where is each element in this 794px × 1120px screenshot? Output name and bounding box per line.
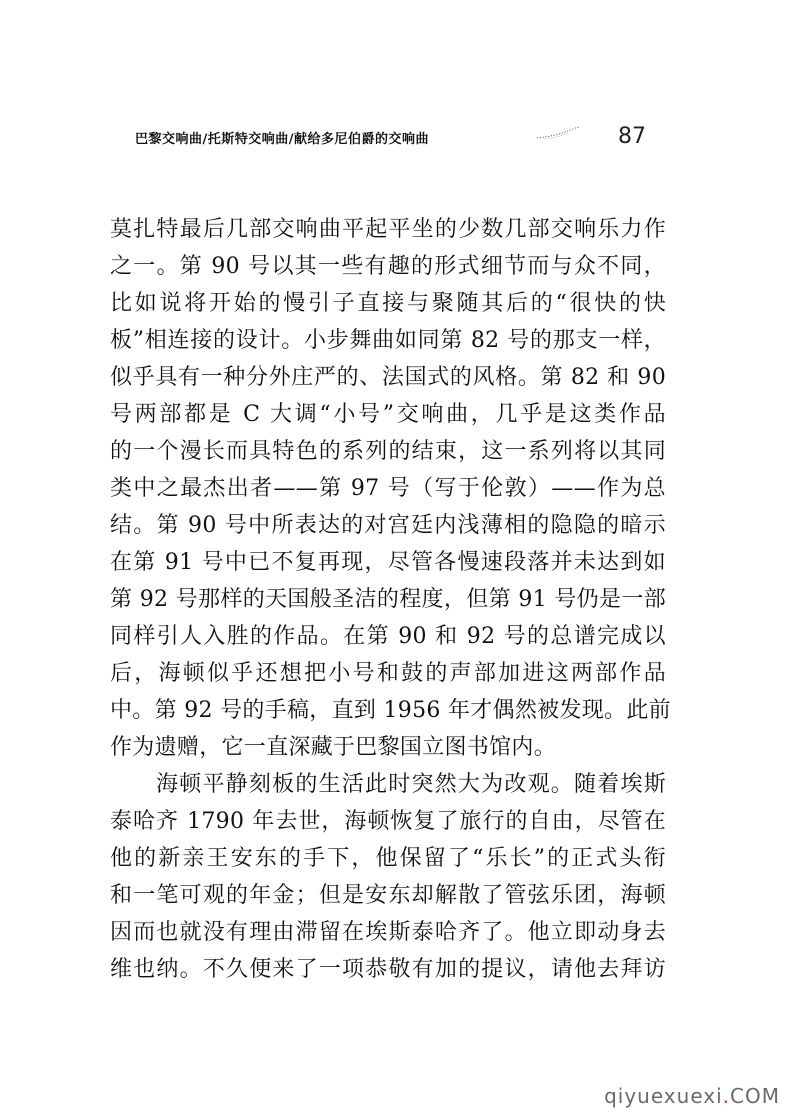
running-title: 巴黎交响曲/托斯特交响曲/献给多尼伯爵的交响曲: [135, 132, 429, 147]
text-line: 海顿平静刻板的生活此时突然大为改观。随着埃斯: [156, 772, 666, 797]
text-line: 莫扎特最后几部交响曲平起平坐的少数几部交响乐力作: [110, 217, 666, 242]
site-watermark: [604, 1084, 780, 1108]
text-line: 后，海顿似乎还想把小号和鼓的声部加进这两部作品: [110, 661, 666, 686]
watermark-prefix: qiyuexuexi: [604, 1084, 723, 1108]
watermark-dot: .: [722, 1084, 731, 1108]
text-line: 泰哈齐 1790 年去世，海顿恢复了旅行的自由，尽管在: [110, 809, 666, 834]
text-line: 类中之最杰出者——第 97 号（写于伦敦）——作为总: [110, 476, 666, 501]
text-line: 同样引人入胜的作品。在第 90 和 92 号的总谱完成以: [110, 624, 666, 649]
text-line: 似乎具有一种分外庄严的、法国式的风格。第 82 和 90: [110, 365, 666, 390]
ornament-flourish-icon: [535, 126, 581, 140]
text-line: 和一笔可观的年金；但是安东却解散了管弦乐团，海顿: [110, 883, 666, 908]
running-header: [135, 124, 645, 154]
body-text: [110, 211, 671, 988]
text-line: 号两部都是 C 大调“小号”交响曲，几乎是这类作品: [110, 402, 666, 427]
text-line: 第 92 号那样的天国般圣洁的程度，但第 91 号仍是一部: [110, 587, 666, 612]
text-line: 他的新亲王安东的手下，他保留了“乐长”的正式头衔: [110, 846, 666, 871]
text-line: 板”相连接的设计。小步舞曲如同第 82 号的那支一样，: [110, 328, 666, 353]
watermark-suffix: COM: [730, 1084, 780, 1108]
text-line: 之一。第 90 号以其一些有趣的形式细节而与众不同，: [110, 254, 666, 279]
text-line: 在第 91 号中已不复再现，尽管各慢速段落并未达到如: [110, 550, 666, 575]
text-line: 作为遗赠，它一直深藏于巴黎国立图书馆内。: [110, 735, 557, 760]
text-line: 比如说将开始的慢引子直接与聚随其后的“很快的快: [110, 291, 666, 316]
text-line: 的一个漫长而具特色的系列的结束，这一系列将以其同: [110, 439, 666, 464]
text-line: 结。第 90 号中所表达的对宫廷内浅薄相的隐隐的暗示: [110, 513, 666, 538]
paragraph-1: [110, 211, 671, 766]
paragraph-2: [110, 766, 666, 988]
text-line: 中。第 92 号的手稿，直到 1956 年才偶然被发现。此前: [110, 698, 671, 723]
text-line: 维也纳。不久便来了一项恭敬有加的提议，请他去拜访: [110, 957, 666, 982]
text-line: 因而也就没有理由滞留在埃斯泰哈齐了。他立即动身去: [110, 920, 666, 945]
page-number: 87: [618, 124, 646, 149]
